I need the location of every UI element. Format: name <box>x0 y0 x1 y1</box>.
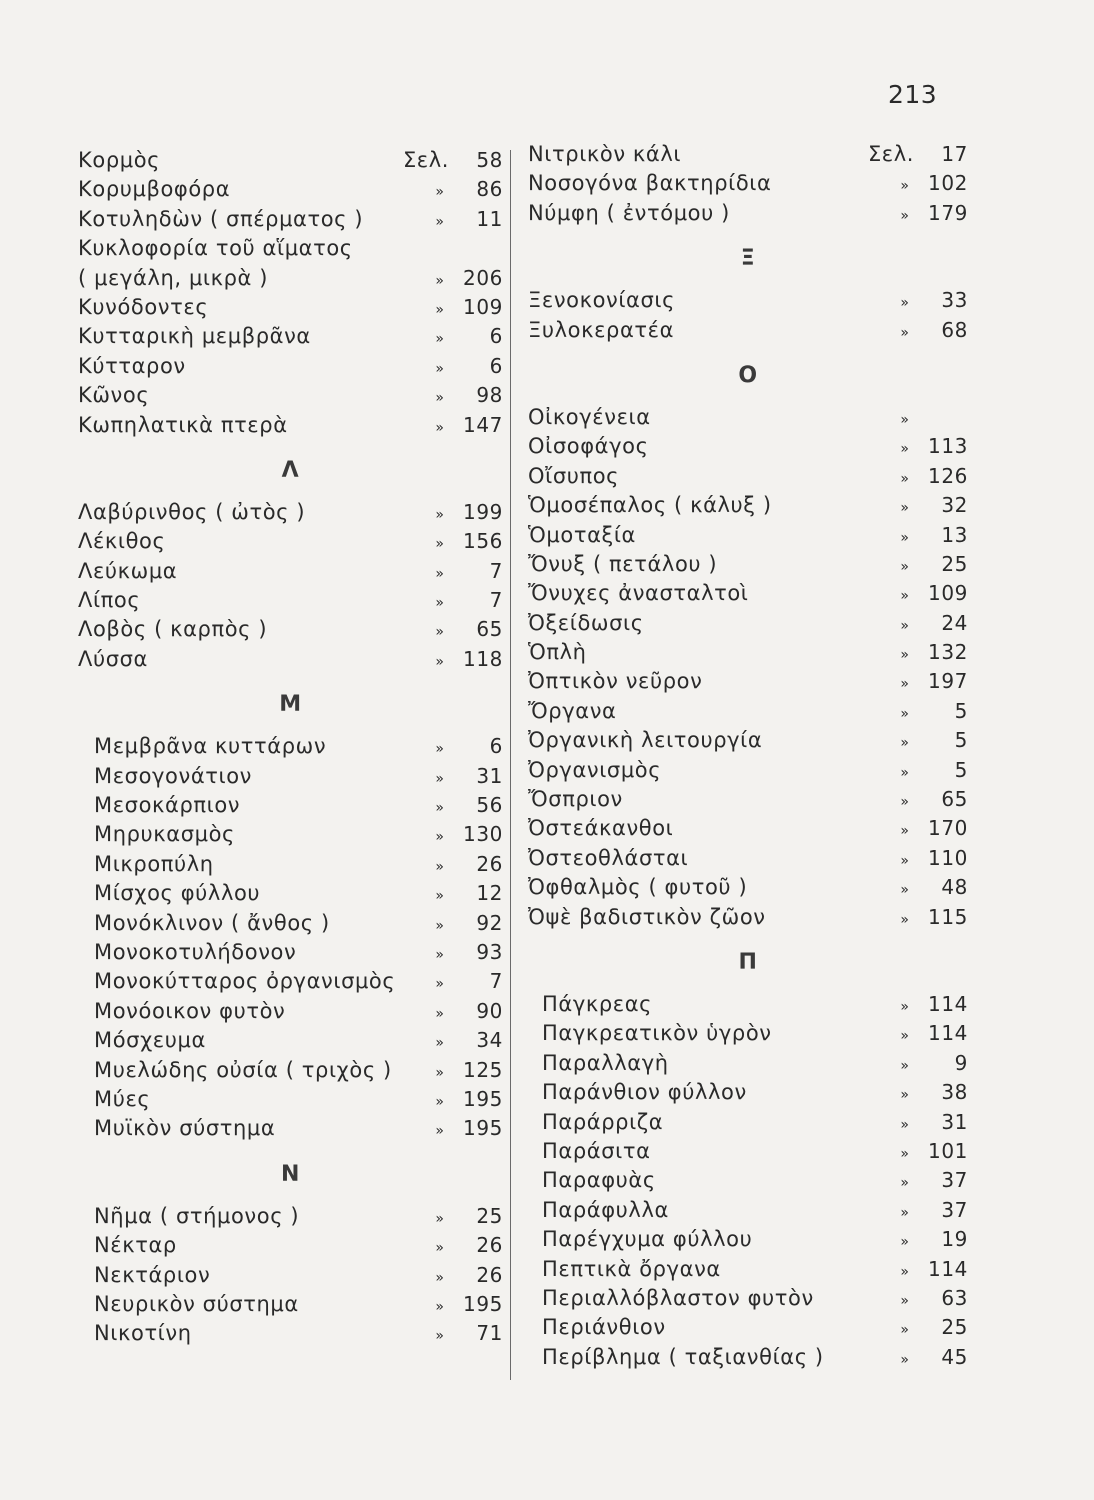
index-entry <box>528 1080 968 1109</box>
section-letter: Μ <box>279 692 302 718</box>
entry-page-number: 7 <box>489 969 503 994</box>
entry-page-number: 147 <box>463 412 503 437</box>
index-group <box>528 142 968 230</box>
index-entry <box>78 324 503 353</box>
index-entry <box>78 793 503 822</box>
index-entry <box>78 881 503 910</box>
ditto-mark: » <box>435 946 445 963</box>
entry-term: Περιαλλόβλαστον φυτὸν <box>542 1285 814 1310</box>
index-entry <box>78 1058 503 1087</box>
ditto-mark: » <box>900 1145 910 1162</box>
entry-page-number: 86 <box>476 177 503 202</box>
index-entry <box>78 969 503 998</box>
entry-term: Μονοκοτυλήδονον <box>94 939 297 964</box>
index-entry <box>78 295 503 324</box>
index-entry <box>78 1321 503 1350</box>
entry-page-number: 38 <box>941 1080 968 1105</box>
entry-page-number: 5 <box>954 757 968 782</box>
entry-page-number: 5 <box>954 698 968 723</box>
index-entry <box>528 1168 968 1197</box>
entry-page-number: 25 <box>941 551 968 576</box>
entry-page-number: 195 <box>463 1086 503 1111</box>
ditto-mark: » <box>900 1116 910 1133</box>
entry-term: Κύτταρον <box>78 353 186 378</box>
index-group <box>528 230 968 347</box>
entry-page-number: 197 <box>928 669 968 694</box>
ditto-mark: » <box>900 705 910 722</box>
ditto-mark: » <box>435 800 445 817</box>
entry-page-number: 58 <box>476 148 503 172</box>
entry-page-number: 92 <box>476 910 503 935</box>
entry-term: Κορυμβοφόρα <box>78 177 231 202</box>
entry-term: Μεσογονάτιον <box>94 763 253 788</box>
ditto-mark: » <box>435 1298 445 1315</box>
ditto-mark: » <box>435 1210 445 1227</box>
entry-term: Μύες <box>94 1086 151 1111</box>
ditto-mark: » <box>435 595 445 612</box>
entry-page-number: 37 <box>941 1197 968 1222</box>
index-entry <box>528 318 968 347</box>
entry-page-number: 102 <box>928 171 968 196</box>
entry-term: Παράφυλλα <box>542 1197 669 1222</box>
entry-term: Πάγκρεας <box>542 991 653 1016</box>
index-entry <box>528 1286 968 1315</box>
index-entry <box>528 1198 968 1227</box>
entry-page-number: 37 <box>941 1168 968 1193</box>
entry-term: Νικοτίνη <box>94 1321 192 1346</box>
ditto-mark: » <box>435 976 445 993</box>
entry-page-number: 32 <box>941 493 968 518</box>
ditto-mark: » <box>435 741 445 758</box>
entry-term: Οἰσοφάγος <box>528 434 649 459</box>
ditto-mark: Σελ. <box>402 148 450 172</box>
index-entry <box>528 464 968 493</box>
index-entry <box>78 734 503 763</box>
entry-page-number: 114 <box>928 1256 968 1281</box>
section-letter: Ξ <box>740 246 756 272</box>
index-entry <box>528 1139 968 1168</box>
ditto-mark: » <box>900 764 910 781</box>
ditto-mark: » <box>900 1351 910 1368</box>
index-entry <box>78 1263 503 1292</box>
index-entry <box>528 201 968 230</box>
ditto-mark: » <box>900 470 910 487</box>
index-entry <box>78 148 503 177</box>
entry-term: Κυκλοφορία τοῦ αἵματος <box>78 236 353 261</box>
index-entry <box>528 493 968 522</box>
ditto-mark: » <box>435 770 445 787</box>
entry-page-number: 34 <box>476 1028 503 1053</box>
entry-term: Πεπτικὰ ὄργανα <box>542 1256 721 1281</box>
index-entry <box>528 434 968 463</box>
index-entry <box>78 207 503 236</box>
entry-page-number: 199 <box>463 499 503 524</box>
index-entry <box>78 413 503 442</box>
entry-page-number: 65 <box>476 617 503 642</box>
ditto-mark: » <box>900 411 910 428</box>
entry-term: Ὀστεοθλάσται <box>528 845 689 870</box>
entry-page-number: 11 <box>476 206 503 231</box>
entry-term: Μίσχος φύλλου <box>94 881 261 906</box>
index-entry <box>528 1227 968 1256</box>
entry-page-number: 130 <box>463 822 503 847</box>
ditto-mark: » <box>435 858 445 875</box>
ditto-mark: » <box>435 1240 445 1257</box>
entry-term: Μονόοικον φυτὸν <box>94 998 286 1023</box>
ditto-mark: » <box>900 1057 910 1074</box>
ditto-mark: » <box>435 390 445 407</box>
ditto-mark: » <box>900 207 910 224</box>
entry-page-number: 6 <box>489 324 503 349</box>
entry-page-number: 48 <box>941 875 968 900</box>
ditto-mark: » <box>900 617 910 634</box>
ditto-mark: » <box>900 1028 910 1045</box>
index-entry <box>528 640 968 669</box>
index-entry <box>78 500 503 529</box>
ditto-mark: » <box>900 529 910 546</box>
index-entry <box>528 905 968 934</box>
index-entry <box>528 728 968 757</box>
entry-page-number: 101 <box>928 1138 968 1163</box>
entry-term: Ὀργανικὴ λειτουργία <box>528 728 763 753</box>
index-entry <box>78 354 503 383</box>
ditto-mark: » <box>435 1269 445 1286</box>
ditto-mark: » <box>900 558 910 575</box>
entry-page-number: 114 <box>928 1021 968 1046</box>
index-entry <box>78 1292 503 1321</box>
entry-term: Λαβύρινθος ( ὠτὸς ) <box>78 499 306 524</box>
entry-term: Νευρικὸν σύστημα <box>94 1291 299 1316</box>
ditto-mark: » <box>435 213 445 230</box>
entry-page-number: 195 <box>463 1291 503 1316</box>
entry-page-number: 113 <box>928 434 968 459</box>
index-entry <box>78 999 503 1028</box>
index-entry <box>78 559 503 588</box>
index-group <box>78 442 503 676</box>
entry-page-number: 68 <box>941 317 968 342</box>
page-number: 213 <box>888 80 938 109</box>
entry-page-number: 25 <box>476 1203 503 1228</box>
index-entry <box>78 1087 503 1116</box>
entry-term: Περιάνθιον <box>542 1315 666 1340</box>
entry-term: Παραλλαγὴ <box>542 1050 669 1075</box>
ditto-mark: » <box>435 419 445 436</box>
entry-page-number: 9 <box>954 1050 968 1075</box>
index-entry <box>78 617 503 646</box>
index-entry <box>78 852 503 881</box>
right-column <box>528 142 968 1374</box>
ditto-mark: » <box>435 506 445 523</box>
entry-term: Μονόκλινον ( ἄνθος ) <box>94 910 330 935</box>
entry-term: Κωπηλατικὰ πτερὰ <box>78 412 288 437</box>
entry-term: ( μεγάλη, μικρὰ ) <box>78 265 269 290</box>
entry-page-number: 56 <box>476 793 503 818</box>
ditto-mark: » <box>435 653 445 670</box>
entry-term: Ὀπτικὸν νεῦρον <box>528 669 703 694</box>
entry-page-number: 5 <box>954 728 968 753</box>
index-entry <box>528 846 968 875</box>
index-entry <box>528 1257 968 1286</box>
index-entry <box>528 758 968 787</box>
index-entry <box>528 581 968 610</box>
entry-term: Ὁμοσέπαλος ( κάλυξ ) <box>528 493 772 518</box>
ditto-mark: » <box>900 178 910 195</box>
section-letter: Λ <box>281 457 300 483</box>
entry-page-number: 65 <box>941 787 968 812</box>
entry-term: Μυελώδης οὐσία ( τριχὸς ) <box>94 1057 392 1082</box>
entry-page-number: 115 <box>928 904 968 929</box>
entry-page-number: 7 <box>489 558 503 583</box>
entry-page-number: 109 <box>463 294 503 319</box>
index-entry <box>528 992 968 1021</box>
index-entry <box>78 911 503 940</box>
entry-page-number: 19 <box>941 1227 968 1252</box>
entry-term: Κῶνος <box>78 383 150 408</box>
entry-term: Νιτρικὸν κάλι <box>528 142 682 166</box>
entry-page-number: 114 <box>928 991 968 1016</box>
index-entry <box>78 236 503 265</box>
index-entry <box>528 816 968 845</box>
section-letter: Π <box>738 949 758 975</box>
entry-term: Νεκτάριον <box>94 1262 211 1287</box>
entry-term: Μονοκύτταρος ὀργανισμὸς <box>94 969 396 994</box>
ditto-mark: » <box>435 360 445 377</box>
entry-term: Κυνόδοντες <box>78 294 209 319</box>
entry-term: Λοβὸς ( καρπὸς ) <box>78 617 268 642</box>
ditto-mark: » <box>900 882 910 899</box>
index-entry <box>528 875 968 904</box>
index-group <box>528 347 968 934</box>
ditto-mark: » <box>900 676 910 693</box>
entry-term: Παγκρεατικὸν ὑγρὸν <box>542 1021 772 1046</box>
entry-term: Λίπος <box>78 588 141 613</box>
index-entry <box>78 177 503 206</box>
entry-term: Ὀψὲ βαδιστικὸν ζῶον <box>528 904 766 929</box>
index-entry <box>528 669 968 698</box>
column-divider <box>510 150 511 1380</box>
entry-term: Περίβλημα ( ταξιανθίας ) <box>542 1344 824 1369</box>
ditto-mark: » <box>435 917 445 934</box>
ditto-mark: » <box>900 735 910 752</box>
entry-term: Μηρυκασμὸς <box>94 822 235 847</box>
entry-page-number: 71 <box>476 1321 503 1346</box>
left-column <box>78 148 503 1351</box>
entry-term: Ὁπλὴ <box>528 640 587 665</box>
entry-page-number: 118 <box>463 646 503 671</box>
ditto-mark: » <box>435 272 445 289</box>
ditto-mark: » <box>435 331 445 348</box>
entry-term: Κορμὸς <box>78 148 161 172</box>
ditto-mark: » <box>900 852 910 869</box>
ditto-mark: » <box>435 184 445 201</box>
index-group <box>78 1146 503 1351</box>
section-letter: Ν <box>280 1161 300 1187</box>
ditto-mark: » <box>900 324 910 341</box>
entry-page-number: 179 <box>928 200 968 225</box>
entry-page-number: 26 <box>476 1262 503 1287</box>
ditto-mark: » <box>435 301 445 318</box>
entry-term: Ὀφθαλμὸς ( φυτοῦ ) <box>528 875 748 900</box>
index-entry <box>78 764 503 793</box>
index-entry <box>528 523 968 552</box>
ditto-mark: » <box>900 1175 910 1192</box>
index-entry <box>528 611 968 640</box>
entry-page-number: 17 <box>941 142 968 166</box>
entry-term: Ὄνυχες ἀνασταλτοὶ <box>528 581 749 606</box>
entry-page-number: 13 <box>941 522 968 547</box>
entry-term: Μεσοκάρπιον <box>94 793 241 818</box>
index-group <box>78 148 503 442</box>
ditto-mark: » <box>900 1263 910 1280</box>
ditto-mark: » <box>435 1035 445 1052</box>
ditto-mark: » <box>900 588 910 605</box>
ditto-mark: Σελ. <box>867 142 915 166</box>
index-entry <box>528 787 968 816</box>
entry-page-number: 6 <box>489 734 503 759</box>
ditto-mark: » <box>435 536 445 553</box>
entry-page-number: 90 <box>476 998 503 1023</box>
index-entry <box>78 383 503 412</box>
entry-term: Παράσιτα <box>542 1138 651 1163</box>
entry-page-number: 26 <box>476 851 503 876</box>
entry-page-number: 125 <box>463 1057 503 1082</box>
ditto-mark: » <box>900 1234 910 1251</box>
entry-term: Νοσογόνα βακτηρίδια <box>528 171 772 196</box>
entry-term: Κυτταρικὴ μεμβρᾶνα <box>78 324 311 349</box>
section-letter: Ο <box>738 362 758 388</box>
entry-term: Ὁμοταξία <box>528 522 636 547</box>
entry-term: Ὄργανα <box>528 698 617 723</box>
entry-page-number: 156 <box>463 529 503 554</box>
index-entry <box>528 1110 968 1139</box>
entry-page-number: 170 <box>928 816 968 841</box>
entry-page-number: 45 <box>941 1344 968 1369</box>
index-entry <box>528 405 968 434</box>
entry-page-number: 6 <box>489 353 503 378</box>
ditto-mark: » <box>900 1204 910 1221</box>
entry-term: Παραφυὰς <box>542 1168 656 1193</box>
ditto-mark: » <box>435 624 445 641</box>
ditto-mark: » <box>435 1093 445 1110</box>
index-group <box>528 934 968 1374</box>
entry-page-number: 126 <box>928 463 968 488</box>
entry-page-number: 7 <box>489 588 503 613</box>
entry-page-number: 25 <box>941 1315 968 1340</box>
ditto-mark: » <box>900 647 910 664</box>
entry-term: Μικροπύλη <box>94 851 214 876</box>
entry-page-number: 195 <box>463 1116 503 1141</box>
index-group <box>78 676 503 1145</box>
entry-term: Μυϊκὸν σύστημα <box>94 1116 276 1141</box>
ditto-mark: » <box>900 998 910 1015</box>
entry-term: Παράρριζα <box>542 1109 664 1134</box>
ditto-mark: » <box>900 911 910 928</box>
entry-term: Νέκταρ <box>94 1233 177 1258</box>
entry-term: Λέκιθος <box>78 529 166 554</box>
index-entry <box>528 1021 968 1050</box>
ditto-mark: » <box>900 500 910 517</box>
index-entry <box>528 552 968 581</box>
entry-page-number: 206 <box>463 265 503 290</box>
entry-page-number: 109 <box>928 581 968 606</box>
entry-page-number: 31 <box>941 1109 968 1134</box>
index-entry <box>78 1116 503 1145</box>
entry-page-number: 110 <box>928 845 968 870</box>
entry-term: Μεμβρᾶνα κυττάρων <box>94 734 327 759</box>
entry-term: Ὀξείδωσις <box>528 610 644 635</box>
entry-term: Παρέγχυμα φύλλου <box>542 1227 753 1252</box>
entry-page-number: 93 <box>476 939 503 964</box>
index-entry <box>528 699 968 728</box>
ditto-mark: » <box>435 888 445 905</box>
index-entry <box>528 171 968 200</box>
entry-term: Οἰκογένεια <box>528 404 651 429</box>
entry-term: Ὄνυξ ( πετάλου ) <box>528 551 718 576</box>
ditto-mark: » <box>900 441 910 458</box>
ditto-mark: » <box>435 1123 445 1140</box>
entry-page-number: 12 <box>476 881 503 906</box>
index-entry <box>78 1204 503 1233</box>
ditto-mark: » <box>900 794 910 811</box>
ditto-mark: » <box>435 1005 445 1022</box>
entry-term: Ὄσπριον <box>528 787 623 812</box>
ditto-mark: » <box>435 829 445 846</box>
entry-page-number: 63 <box>941 1285 968 1310</box>
index-entry <box>78 940 503 969</box>
entry-term: Ξυλοκερατέα <box>528 317 675 342</box>
entry-term: Οἴσυπος <box>528 463 620 488</box>
entry-term: Μόσχευμα <box>94 1028 206 1053</box>
index-entry <box>78 529 503 558</box>
index-entry <box>78 822 503 851</box>
ditto-mark: » <box>900 1322 910 1339</box>
entry-term: Κοτυληδὼν ( σπέρματος ) <box>78 206 364 231</box>
ditto-mark: » <box>435 1328 445 1345</box>
entry-term: Ὀστεάκανθοι <box>528 816 674 841</box>
index-entry <box>78 266 503 295</box>
entry-page-number: 24 <box>941 610 968 635</box>
index-entry <box>78 1028 503 1057</box>
entry-page-number: 33 <box>941 288 968 313</box>
index-entry <box>78 1233 503 1262</box>
index-entry <box>528 142 968 171</box>
ditto-mark: » <box>900 295 910 312</box>
index-entry <box>78 647 503 676</box>
index-entry <box>528 1315 968 1344</box>
index-entry <box>528 1051 968 1080</box>
index-entry <box>528 288 968 317</box>
ditto-mark: » <box>435 565 445 582</box>
entry-page-number: 31 <box>476 763 503 788</box>
entry-term: Νῆμα ( στήμονος ) <box>94 1203 300 1228</box>
entry-page-number: 132 <box>928 640 968 665</box>
ditto-mark: » <box>900 1087 910 1104</box>
entry-page-number: 26 <box>476 1233 503 1258</box>
entry-term: Παράνθιον φύλλον <box>542 1080 747 1105</box>
ditto-mark: » <box>900 823 910 840</box>
ditto-mark: » <box>435 1064 445 1081</box>
index-entry <box>78 588 503 617</box>
entry-term: Ξενοκονίασις <box>528 288 676 313</box>
entry-term: Ὀργανισμὸς <box>528 757 662 782</box>
ditto-mark: » <box>900 1292 910 1309</box>
index-entry <box>528 1345 968 1374</box>
entry-term: Λεύκωμα <box>78 558 178 583</box>
entry-page-number: 98 <box>476 383 503 408</box>
entry-term: Λύσσα <box>78 646 148 671</box>
entry-term: Νύμφη ( ἐντόμου ) <box>528 200 730 225</box>
